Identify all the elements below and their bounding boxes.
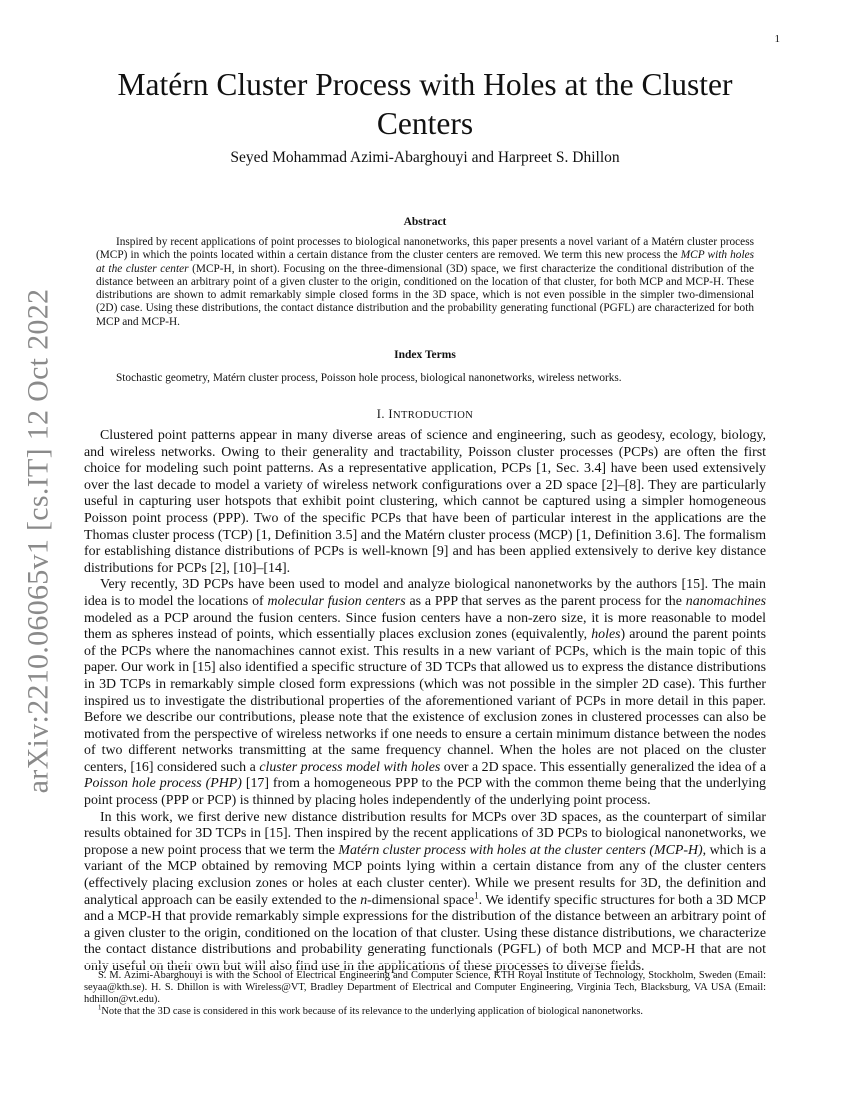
section-numeral: I. I: [376, 407, 393, 421]
p2-text: [17] from a homogeneous PPP to the PCP with the common theme being that the underlying point process (PPP or PCP) is thinned by placing holes independently of the underlying point process.: [84, 776, 766, 809]
paragraph-3: [84, 810, 766, 976]
index-terms-body: Stochastic geometry, Matérn cluster process, Poisson hole process, biological nanonetworks, wireless networks.: [116, 372, 622, 384]
p2-text: ) around the parent points of the PCPs where the nanomachines cannot exist. This results in a new variant of PCPs, which is the main topic of this paper. Our work in [15] also identified a specific structure of 3D TCPs that allowed us to express the distance distributions in 3D TCPs in remarkably simple closed form expressions (which was not possible in the simpler 2D case). This further inspired us to investigate the distributional properties of the aforementioned variant of PCPs in more detail in this paper. Before we describe our contributions, please note that the existence of exclusion zones in clustered processes can also be motivated from the perspective of wireless networks if one needs to ensure a certain minimum distance between the nodes of two different networks transmitting at the same frequency channel. When the holes are not placed on the cluster centers, [16] considered such a: [84, 627, 766, 775]
abstract-heading: Abstract: [403, 216, 447, 228]
abstract-body: [96, 236, 754, 329]
arxiv-identifier-stamp: [8, 288, 68, 794]
footnote-1-text: Note that the 3D case is considered in this work because of its relevance to the underlying application of biological nanonetworks.: [101, 1006, 643, 1018]
arxiv-identifier-text: arXiv:2210.06065v1 [cs.IT] 12 Oct 2022: [21, 288, 54, 794]
paragraph-2: [84, 577, 766, 809]
p2-text: over a 2D space. This essentially generalized the idea of a: [440, 759, 766, 775]
paper-title: Matérn Cluster Process with Holes at the Cluster Centers: [117, 67, 733, 141]
p3-text: In this work, we first derive new distance distribution results for MCPs over 3D spaces, as the counterpart of similar results obtained for 3D TCPs in [15]. Then inspired by the recent applications of 3D PCPs to biological nanonetworks, we propose a new point process that we term the: [84, 809, 766, 858]
paragraph-1: Clustered point patterns appear in many diverse areas of science and engineering, such as geodesy, ecology, biology, and wireless networks. Owing to their generality and tractability, Poisson cluster processes (PCPs) are often the first choice for modeling such point patterns. As a representative application, PCPs [1, Sec. 3.4] have been used extensively over the last decade to model a variety of wireless network configurations over a 2D space [2]–[8]. They are particularly useful in capturing user hotspots that exhibit point clustering, which cannot be captured using a simpler homogeneous Poisson point process (PPP). Two of the specific PCPs that have been of particular interest in the applications are the Thomas cluster process (TCP) [1, Definition 3.5] and the Matérn cluster process (MCP) [1, Definition 3.6]. The formalism for establishing distance distributions of PCPs is well-known [9] and has been applied extensively to derive key distance distributions for PCPs [2], [10]–[14].: [84, 428, 766, 576]
abstract-emphasis: MCP with holes at the cluster center: [96, 249, 754, 275]
section-title-smallcaps: NTRODUCTION: [392, 410, 474, 421]
footnote-1: [84, 1006, 766, 1018]
page-number: 1: [774, 33, 780, 45]
p2-emphasis: nanomachines: [685, 593, 767, 609]
footnote-divider: [84, 964, 766, 965]
p2-emphasis: Poisson hole process (PHP): [84, 776, 242, 792]
footnote-marker[interactable]: 1: [474, 890, 479, 900]
abstract-text-part-2: (MCP-H, in short). Focusing on the three-dimensional (3D) space, we first characterize the conditional distribution of the distance between an arbitrary point of a given cluster to the origin, conditioned on the location of that cluster, for both MCP and MCP-H. These distributions are shown to admit remarkably simple closed forms in the 3D space, which is not even possible in the simpler two-dimensional (2D) case. Using these distributions, the contact distance distribution and the probability generating functional (PGFL) are characterized for both MCP and MCP-H.: [96, 262, 754, 328]
p3-text: -dimensional space: [367, 892, 475, 908]
p2-emphasis: holes: [591, 627, 621, 643]
p2-text: as a PPP that serves as the parent process for the: [405, 593, 686, 609]
author-list: Seyed Mohammad Azimi-Abarghouyi and Harpreet S. Dhillon: [230, 149, 620, 166]
p2-emphasis: molecular fusion centers: [267, 593, 406, 609]
p2-emphasis: cluster process model with holes: [259, 759, 441, 775]
footnote-1-mark: 1: [98, 1004, 102, 1012]
p3-emphasis: Matérn cluster process with holes at the cluster centers (MCP-H): [338, 842, 703, 858]
footnotes: [84, 970, 766, 1018]
p3-math-n: n: [360, 892, 368, 908]
section-heading-introduction: [84, 407, 766, 422]
p2-text: Very recently, 3D PCPs have been used to model and analyze biological nanonetworks by the authors [15]. The main idea is to model the locations of: [84, 577, 766, 609]
p3-text: . We identify specific structures for both a 3D MCP and a MCP-H that provide remarkably simple expressions for the distribution of the distance between an arbitrary point of a given cluster to the origin, conditioned on the location of that cluster. Using these distance distributions, we characterize the contact distance distributions and probability generating functionals (PGFL) of both MCP and MCP-H that are not only useful on their own but will also find use in the applications of these processes to diverse fields.: [84, 892, 766, 974]
p2-text: modeled as a PCP around the fusion centers. Since fusion centers have a non-zero size, it is more reasonable to model them as spheres instead of points, which essentially places exclusion zones (equivalently,: [84, 610, 766, 643]
index-terms-heading: Index Terms: [394, 349, 456, 361]
abstract-text-part-1: Inspired by recent applications of point processes to biological nanonetworks, this paper presents a novel variant of a Matérn cluster process (MCP) in which the points located within a certain distance from the cluster centers are removed. We term this new process the: [96, 236, 754, 262]
p3-text: , which is a variant of the MCP obtained by removing MCP points lying within a certain distance from any of the cluster centers (effectively placing exclusion zones or holes at each cluster center). While we present results for 3D, the definition and analytical approach can be easily extended to the: [84, 842, 766, 908]
affiliation-footnote: S. M. Azimi-Abarghouyi is with the School of Electrical Engineering and Computer Science, KTH Royal Institute of Technology, Stockholm, Sweden (Email: seyaa@kth.se). H. S. Dhillon is with Wireless@VT, Bradley Department of Electrical and Computer Engineering, Virginia Tech, Blacksburg, VA USA (Email: hdhillon@vt.edu).: [84, 970, 766, 1006]
introduction-body: [84, 428, 766, 976]
